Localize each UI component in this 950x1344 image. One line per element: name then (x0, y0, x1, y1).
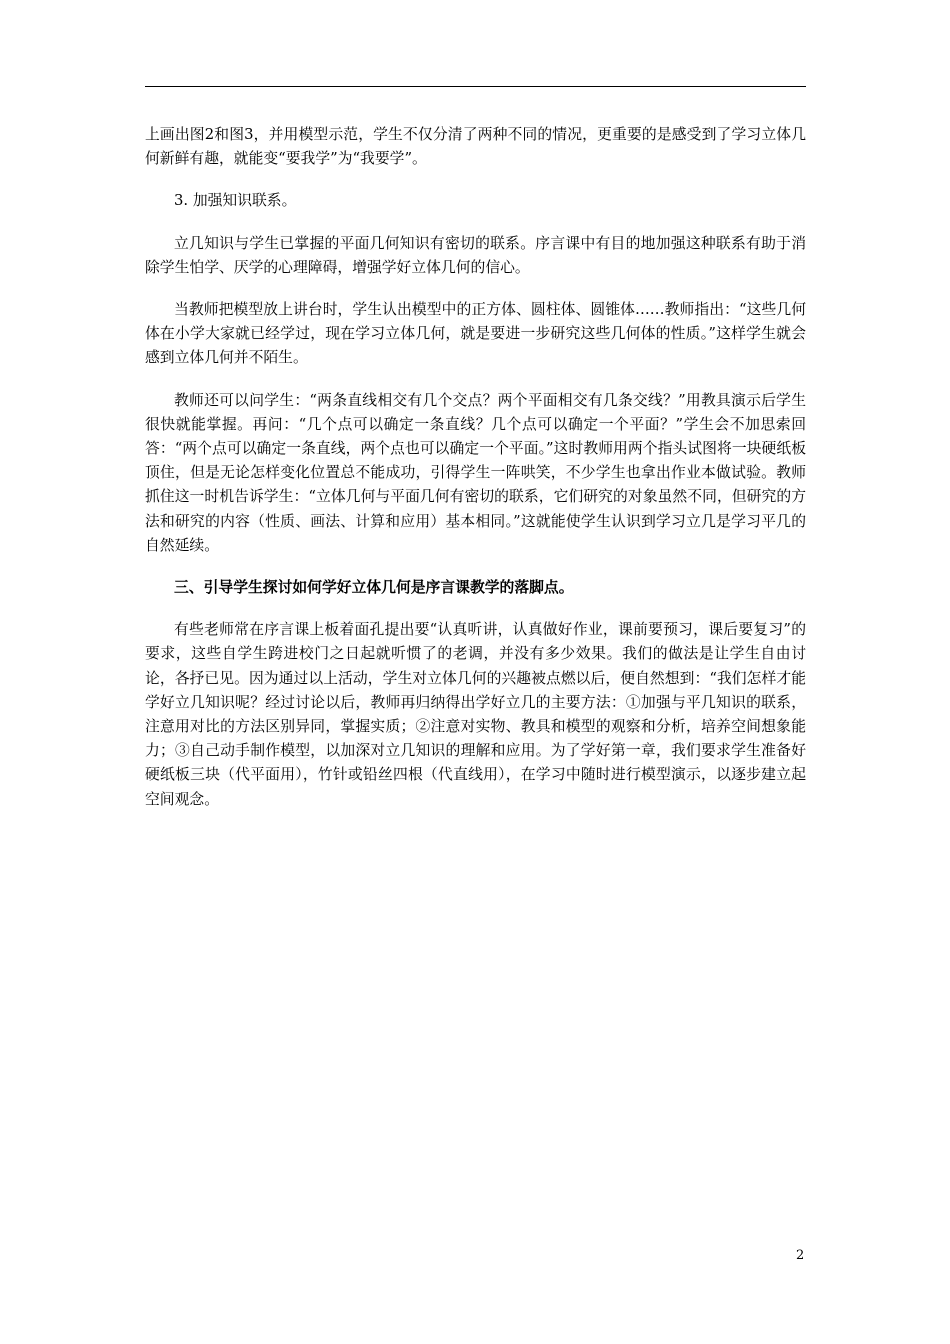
header-rule (145, 86, 806, 87)
page-number: 2 (796, 1248, 805, 1263)
paragraph-learning-methods: 有些老师常在序言课上板着面孔提出要“认真听讲，认真做好作业，课前要预习，课后要复习”的要求，这些自学生跨进校门之日起就听惯了的老调，并没有多少效果。我们的做法是让学生自由讨论，各抒已见。因为通过以上活动，学生对立体几何的兴趣被点燃以后，便自然想到：“我们怎样才能学好立几知识呢？经过讨论以后，教师再归纳得出学好立几的主要方法：①加强与平几知识的联系，注意用对比的方法区别异同，掌握实质；②注意对实物、教具和模型的观察和分析，培养空间想象能力；③自己动手制作模型，以加深对立几知识的理解和应用。为了学好第一章，我们要求学生准备好硬纸板三块（代平面用），竹针或铅丝四根（代直线用），在学习中随时进行模型演示，以逐步建立起空间观念。 (145, 621, 806, 808)
section-heading-three: 三、引导学生探讨如何学好立体几何是序言课教学的落脚点。 (174, 579, 574, 597)
paragraph-continuation: 上画出图2和图3，并用模型示范，学生不仅分清了两种不同的情况，更重要的是感受到了学习立体几何新鲜有趣，就能变“要我学”为“我要学”。 (145, 126, 806, 168)
paragraph-questions-example: 教师还可以问学生：“两条直线相交有几个交点？两个平面相交有几条交线？”用教具演示后学生很快就能掌握。再问：“几个点可以确定一条直线？几个点可以确定一个平面？”学生会不加思索回答：“两个点可以确定一条直线，两个点也可以确定一个平面。”这时教师用两个指头试图将一块硬纸板顶住，但是无论怎样变化位置总不能成功，引得学生一阵哄笑，不少学生也拿出作业本做试验。教师抓住这一时机告诉学生：“立体几何与平面几何有密切的联系，它们研究的对象虽然不同，但研究的方法和研究的内容（性质、画法、计算和应用）基本相同。”这就能使学生认识到学习立几是学习平几的自然延续。 (145, 391, 806, 554)
paragraph-knowledge-link: 立几知识与学生已掌握的平面几何知识有密切的联系。序言课中有目的地加强这种联系有助于消除学生怕学、厌学的心理障碍，增强学好立体几何的信心。 (145, 234, 806, 276)
paragraph-model-example: 当教师把模型放上讲台时，学生认出模型中的正方体、圆柱体、圆锥体……教师指出：“这些几何体在小学大家就已经学过，现在学习立体几何，就是要进一步研究这些几何体的性质。”这样学生就会感到立体几何并不陌生。 (145, 301, 806, 367)
section-item-3-title: 3. 加强知识联系。 (174, 192, 297, 210)
document-body (145, 123, 806, 812)
